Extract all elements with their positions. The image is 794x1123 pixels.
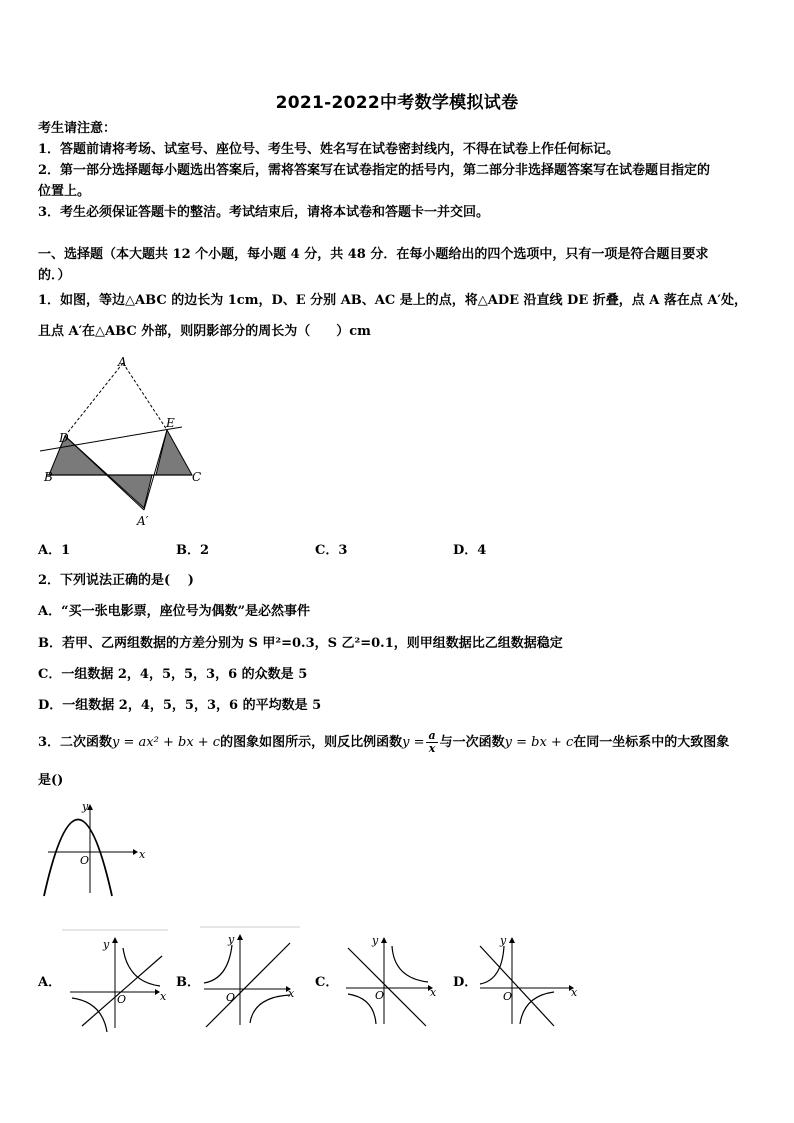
q2-option-b: B．若甲、乙两组数据的方差分别为 S 甲²=0.3，S 乙²=0.1，则甲组数据比乙组数据稳定	[38, 636, 563, 651]
q3-d-y-label: y	[500, 934, 507, 947]
q3-parabola-figure	[38, 798, 148, 903]
q3-stem	[38, 728, 729, 758]
q3-fraction-den: x	[428, 742, 436, 755]
q3-d-y-arrow	[509, 937, 515, 943]
q3-d-x-label: x	[571, 986, 578, 999]
q1-option-d: D．4	[453, 543, 487, 558]
q3-option-a-label: A．	[38, 975, 62, 990]
q3-b-y-arrow	[237, 934, 243, 940]
q3-mid1: 的图象如图所示，则反比例函数	[220, 735, 403, 750]
q3-a-x-label: x	[160, 990, 167, 1003]
q3-linear: y = bx + c	[504, 735, 574, 750]
section-heading: 一、选择题（本大题共 12 个小题，每小题 4 分，共 48 分．在每小题给出的四个选项中，只有一项是符合题目要求	[38, 247, 709, 262]
q1-option-b: B．2	[176, 543, 210, 558]
q3-c-y-label: y	[372, 934, 379, 947]
page-title: 2021-2022中考数学模拟试卷	[275, 93, 519, 113]
q2-stem: 2．下列说法正确的是( )	[38, 573, 194, 588]
q3-c-x-label: x	[430, 986, 437, 999]
q3-a-y-arrow	[112, 937, 118, 943]
q3-quadratic: y = ax² + bx + c	[112, 735, 221, 750]
q3-b-hyperbola-q4	[250, 995, 290, 1023]
q1-stem-cont: 且点 A′在△ABC 外部，则阴影部分的周长为（ ）cm	[38, 324, 371, 339]
q2-option-d: D．一组数据 2，4，5，5，3，6 的平均数是 5	[38, 698, 322, 713]
q1-label-c: C	[192, 470, 202, 484]
q3-d-hyperbola-q2	[480, 946, 504, 984]
q3-c-y-arrow	[381, 937, 387, 943]
q3-option-c-label: C．	[315, 975, 339, 990]
q3-a-line	[82, 956, 162, 1026]
q3-y-label: y	[82, 800, 89, 813]
q1-label-b: B	[44, 470, 53, 484]
q2-option-a: A．“买一张电影票，座位号为偶数”是必然事件	[38, 604, 311, 619]
q3-option-b-label: B．	[176, 975, 200, 990]
q3-option-d-graph	[474, 928, 584, 1028]
q1-stem: 1．如图，等边△ABC 的边长为 1cm，D、E 分别 AB、AC 是上的点，将△ADE 沿直线 DE 折叠，点 A 落在点 A′处，	[38, 293, 747, 308]
notice-item-2-cont: 位置上。	[38, 184, 91, 199]
q3-a-origin-label: O	[117, 993, 127, 1006]
q3-c-origin-label: O	[375, 989, 385, 1002]
notice-item-2: 2．第一部分选择题每小题选出答案后，需将答案写在试卷指定的括号内，第二部分非选择题答案写在试卷题目指定的	[38, 163, 711, 178]
q1-option-a: A．1	[38, 543, 71, 558]
q3-mid2: 与一次函数	[439, 735, 505, 750]
q3-origin-label: O	[80, 854, 90, 867]
q1-triangle-figure	[34, 350, 214, 530]
section-heading-cont: 的．）	[38, 268, 71, 283]
q3-parabola	[44, 820, 112, 897]
q3-b-hyperbola-q2	[204, 945, 232, 983]
q3-d-origin-label: O	[503, 990, 513, 1003]
q3-a-hyperbola-q3	[72, 998, 107, 1032]
q1-label-a: A	[118, 355, 127, 369]
q3-b-line	[206, 943, 290, 1027]
q3-stem-cont: 是()	[38, 773, 64, 788]
q1-label-d: D	[59, 431, 69, 445]
q1-dashed-ae	[123, 363, 167, 430]
notice-item-1: 1．答题前请将考场、试室号、座位号、考生号、姓名写在试卷密封线内，不得在试卷上作任何标记。	[38, 142, 620, 157]
q3-option-c-graph	[340, 928, 445, 1028]
q3-c-hyperbola-q1	[392, 946, 428, 982]
q3-b-x-label: x	[288, 987, 295, 1000]
q3-option-d-label: D．	[453, 975, 478, 990]
q3-d-line	[480, 946, 554, 1026]
q3-b-origin-label: O	[226, 991, 236, 1004]
q2-option-c: C．一组数据 2，4，5，5，3，6 的众数是 5	[38, 667, 308, 682]
q3-c-line	[348, 948, 426, 1026]
q3-x-arrow	[133, 849, 138, 855]
q3-fraction	[426, 730, 437, 755]
q3-b-y-label: y	[228, 933, 235, 946]
q1-label-a-prime: A′	[137, 514, 149, 528]
notice-heading: 考生请注意：	[38, 121, 117, 136]
q3-suffix: 在同一坐标系中的大致图象	[573, 735, 730, 750]
q3-option-a-graph	[60, 928, 170, 1033]
q3-x-label: x	[139, 848, 146, 861]
q1-shaded-right	[156, 430, 192, 475]
q3-fraction-num: a	[428, 729, 436, 742]
q3-a-y-label: y	[103, 938, 110, 951]
q1-label-e: E	[166, 416, 175, 430]
q1-dashed-ad	[65, 363, 123, 436]
q3-prefix: 3．二次函数	[38, 735, 113, 750]
q3-c-hyperbola-q3	[348, 994, 376, 1024]
q3-a-hyperbola-q1	[123, 948, 160, 986]
notice-item-3: 3．考生必须保证答题卡的整洁。考试结束后，请将本试卷和答题卡一并交回。	[38, 205, 490, 220]
q1-option-c: C．3	[315, 543, 348, 558]
q3-option-b-graph	[198, 925, 303, 1030]
q3-recip-lhs: y =	[402, 735, 425, 750]
